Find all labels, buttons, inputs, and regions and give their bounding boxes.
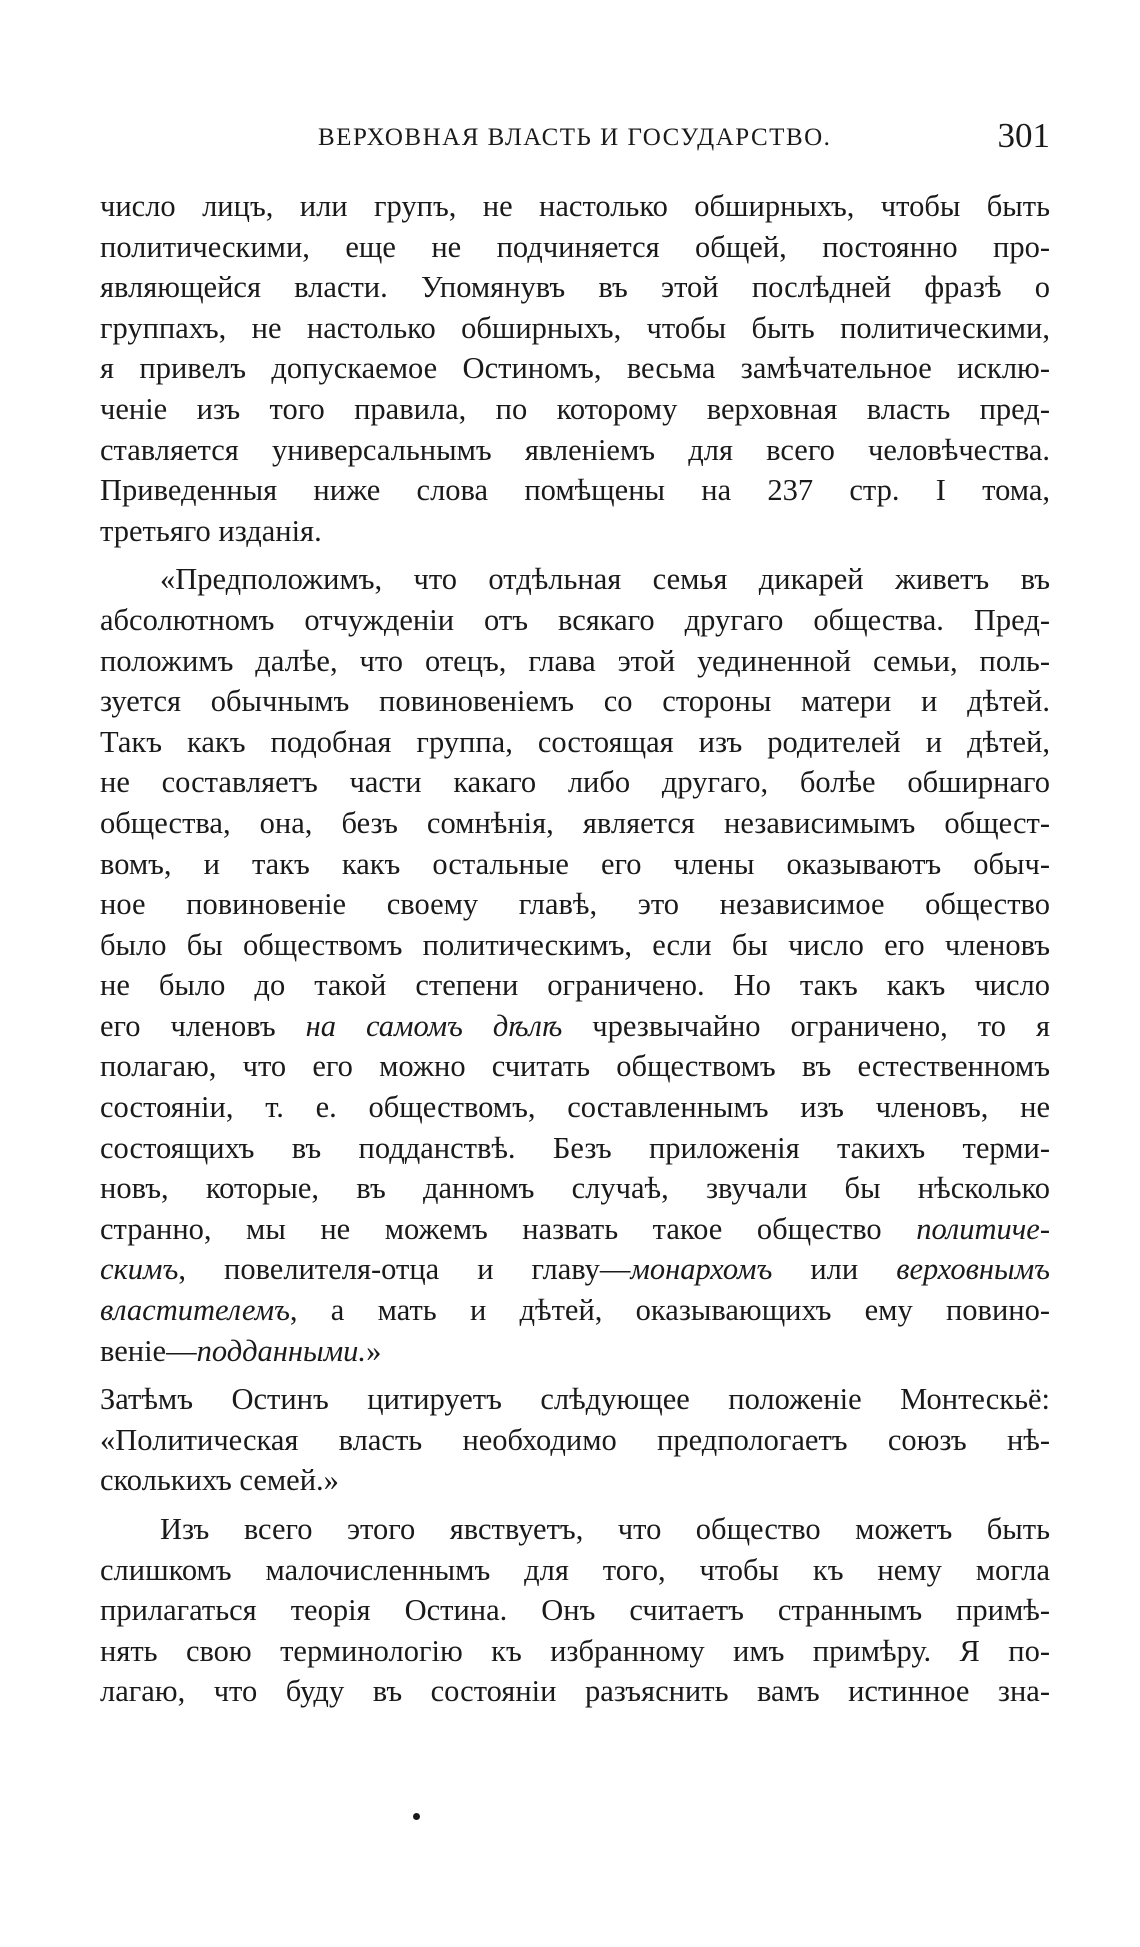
text-line: было бы обществомъ политическимъ, если бы число его членовъ [100,927,1050,962]
italic-run: монархомъ [630,1252,773,1287]
text-run: , повелителя-отца и главу— [178,1252,631,1287]
text-run: его членовъ [100,1008,306,1043]
text-line [100,1006,1050,1047]
text-line: лагаю, что буду въ состояніи разъяснить вамъ истинное зна- [100,1674,1050,1709]
text-line: ное повиновеніе своему главѣ, это независимое общество [100,887,1050,922]
page-mark-dot [413,1813,420,1820]
italic-run: скимъ [100,1252,179,1287]
italic-run: подданными. [196,1333,367,1368]
text-line: состоящихъ въ подданствѣ. Безъ приложенія такихъ терми- [100,1130,1050,1165]
text-run: чрезвычайно ограничено, то я [562,1008,1050,1043]
text-line [100,1290,1050,1331]
text-line: вомъ, и такъ какъ остальные его члены оказываютъ обыч- [100,846,1050,881]
text-line: новъ, которые, въ данномъ случаѣ, звучали бы нѣсколько [100,1171,1050,1206]
text-line: политическими, еще не подчиняется общей, постоянно про- [100,229,1050,264]
text-line: Изъ всего этого явствуетъ, что общество можетъ быть [160,1512,1050,1546]
text-run: или [772,1252,897,1287]
text-line: «Предположимъ, что отдѣльная семья дикарей живетъ въ [160,562,1050,597]
text-line: прилагаться теорія Остина. Онъ считаетъ страннымъ примѣ- [100,1593,1050,1628]
text-line: не было до такой степени ограничено. Но такъ какъ число [100,968,1050,1003]
text-line: зуется обычнымъ повиновеніемъ со стороны матери и дѣтей. [100,684,1050,719]
running-title: ВЕРХОВНАЯ ВЛАСТЬ И ГОСУДАРСТВО. [318,124,832,151]
running-head [100,116,1050,160]
text-line: третьяго изданія. [100,513,322,548]
text-line: общества, она, безъ сомнѣнія, является независимымъ общест- [100,805,1050,840]
italic-run: на самомъ дѣлѣ [305,1008,563,1043]
text-line: ченіе изъ того правила, по которому верховная власть пред- [100,391,1050,426]
text-line: «Политическая власть необходимо предпологаетъ союзъ нѣ- [100,1422,1050,1457]
text-line: не составляетъ части какаго либо другаго, болѣе обширнаго [100,765,1050,800]
text-line: являющейся власти. Упомянувъ въ этой послѣдней фразѣ о [100,270,1050,305]
text-line: положимъ далѣе, что отецъ, глава этой уединенной семьи, поль- [100,643,1050,678]
text-line: слишкомъ малочисленнымъ для того, чтобы къ нему могла [100,1552,1050,1587]
italic-run: политиче- [916,1211,1050,1246]
text-run: странно, мы не можемъ назвать такое общество [100,1211,917,1246]
text-line: сколькихъ семей.» [100,1463,339,1498]
text-line [100,1331,1050,1372]
page-number: 301 [997,116,1050,155]
text-line: полагаю, что его можно считать обществомъ въ естественномъ [100,1049,1050,1084]
text-line: группахъ, не настолько обширныхъ, чтобы быть политическими, [100,310,1050,345]
italic-run: верховнымъ [896,1252,1050,1287]
text-run: веніе— [100,1333,197,1368]
text-line: абсолютномъ отчужденіи отъ всякаго другаго общества. Пред- [100,602,1050,637]
text-line: Приведенныя ниже слова помѣщены на 237 стр. I тома, [100,473,1050,508]
text-line: нять свою терминологію къ избранному имъ примѣру. Я по- [100,1633,1050,1668]
text-line [100,1249,1050,1290]
text-line: Затѣмъ Остинъ цитируетъ слѣдующее положеніе Монтескьё: [100,1382,1050,1417]
text-line: Такъ какъ подобная группа, состоящая изъ родителей и дѣтей, [100,724,1050,759]
text-line: число лицъ, или групъ, не настолько обширныхъ, чтобы быть [100,189,1050,223]
text-line: ставляется универсальнымъ явленіемъ для всего человѣчества. [100,432,1050,467]
text-run: » [366,1333,382,1368]
text-line: я привелъ допускаемое Остиномъ, весьма замѣчательное исклю- [100,351,1050,386]
text-run: , а мать и дѣтей, оказывающихъ ему повино- [289,1293,1050,1328]
text-line: состояніи, т. е. обществомъ, составленнымъ изъ членовъ, не [100,1090,1050,1125]
body-text [100,186,1050,1712]
italic-run: властителемъ [100,1293,290,1328]
text-line [100,1209,1050,1250]
